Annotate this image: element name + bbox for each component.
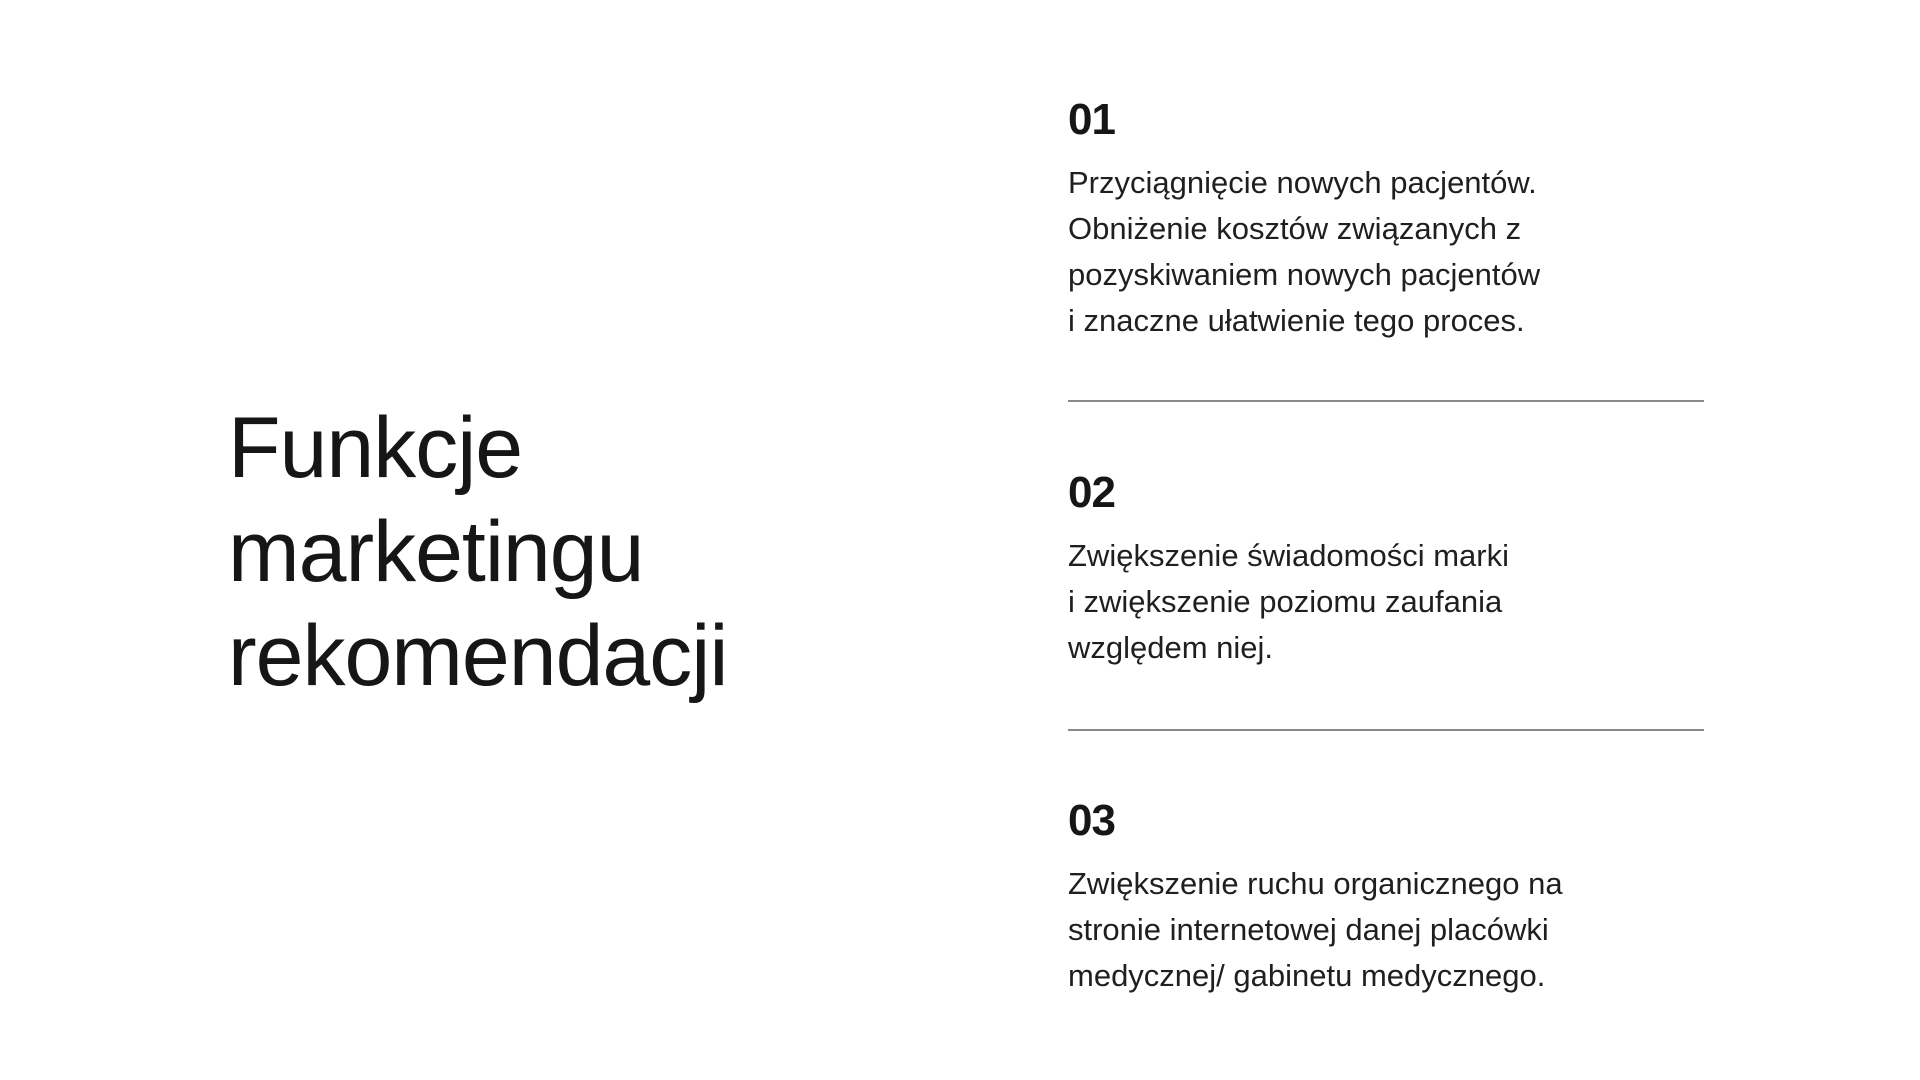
feature-description: Zwiększenie ruchu organicznego na stronie internetowej danej placówki medycznej/ gabinetu medycznego. (1068, 866, 1563, 993)
slide-title (228, 396, 948, 708)
feature-description: Przyciągnięcie nowych pacjentów. Obniżenie kosztów związanych z pozyskiwaniem nowych pacjentów i znaczne ułatwienie tego proces. (1068, 165, 1541, 338)
divider (1068, 400, 1704, 402)
feature-number: 02 (1068, 468, 1115, 517)
feature-description: Zwiększenie świadomości marki i zwiększenie poziomu zaufania względem niej. (1068, 538, 1510, 665)
divider (1068, 729, 1704, 731)
feature-item-2 (1068, 467, 1704, 671)
feature-item-3 (1068, 795, 1704, 999)
feature-number: 01 (1068, 95, 1115, 144)
feature-list (1068, 0, 1704, 1080)
slide-title-line-2: marketingu (228, 504, 644, 600)
feature-item-1 (1068, 94, 1704, 344)
slide-title-line-3: rekomendacji (228, 608, 728, 704)
feature-number: 03 (1068, 796, 1115, 845)
slide-title-line-1: Funkcje (228, 400, 523, 496)
